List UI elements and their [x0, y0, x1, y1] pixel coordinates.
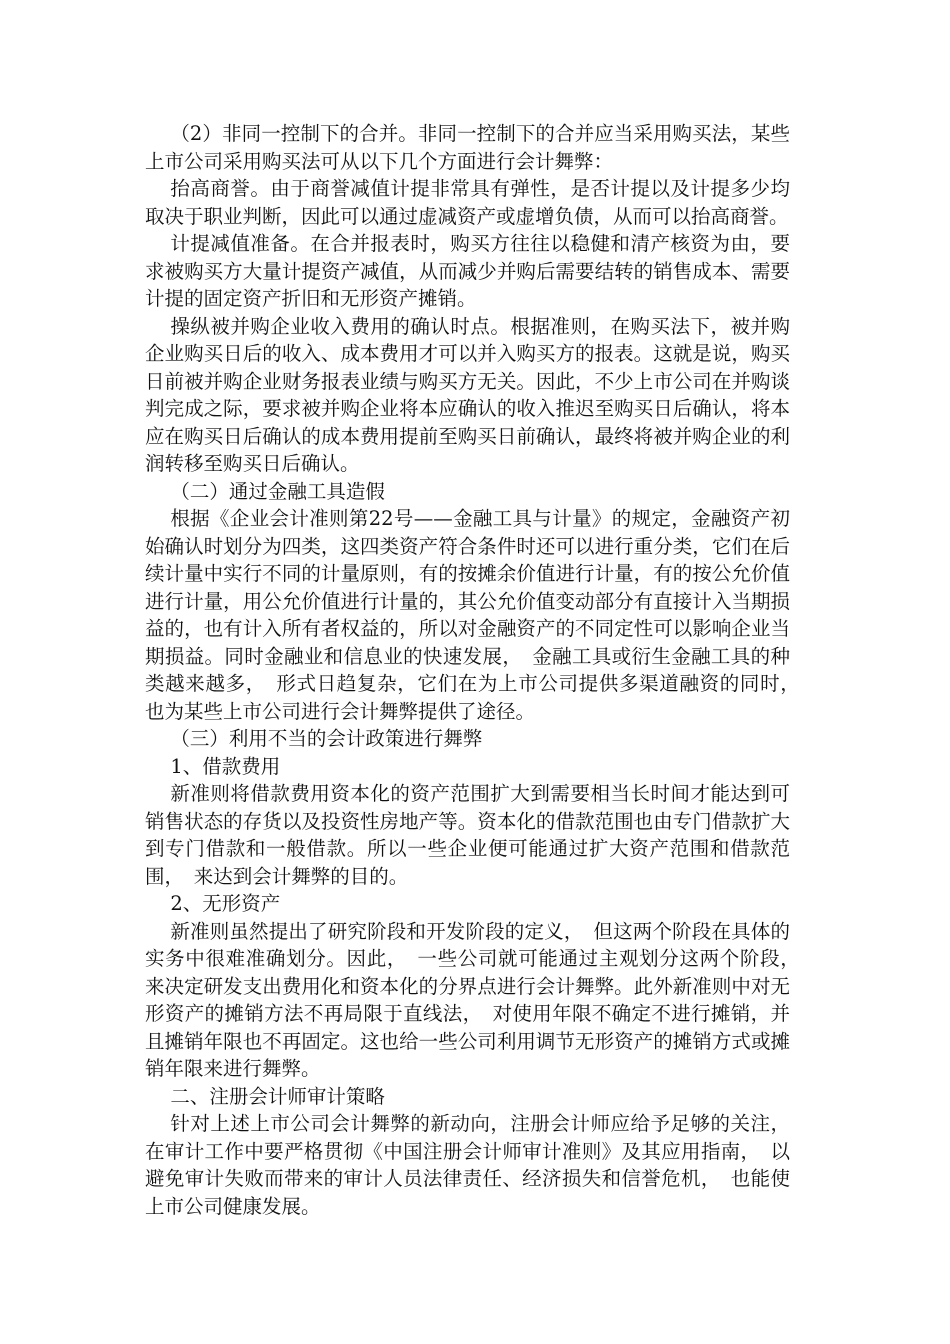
paragraph-cpa-audit-strategy: 针对上述上市公司会计舞弊的新动向，注册会计师应给予足够的关注，在审计工作中要严格贯彻《中国注册会计师审计准则》及其应用指南， 以避免审计失败而带来的审计人员法律责任、经济损失和信誉危机， 也能使上市公司健康发展。 — [145, 1112, 790, 1218]
paragraph-borrowing-costs: 新准则将借款费用资本化的资产范围扩大到需要相当长时间才能达到可销售状态的存货以及投资性房地产等。资本化的借款范围也由专门借款扩大到专门借款和一般借款。所以一些企业便可能通过扩大资产范围和借款范围， 来达到会计舞弊的目的。 — [145, 782, 790, 888]
subheading-borrowing-costs: 1、借款费用 — [170, 754, 281, 778]
paragraph-financial-instruments: 根据《企业会计准则第22号——金融工具与计量》的规定，金融资产初始确认时划分为四类，这四类资产符合条件时还可以进行重分类，它们在后续计量中实行不同的计量原则，有的按摊余价值进行计量，有的按公允价值进行计量，用公允价值进行计量的，其公允价值变动部分有直接计入当期损益的，也有计入所有者权益的，所以对金融资产的不同定性可以影响企业当期损益。同时金融业和信息业的快速发展， 金融工具或衍生金融工具的种类越来越多， 形式日趋复杂，它们在为上市公司提供多渠道融资的同时， 也为某些上市公司进行会计舞弊提供了途径。 — [145, 507, 810, 723]
paragraph-intangible-assets: 新准则虽然提出了研究阶段和开发阶段的定义， 但这两个阶段在具体的实务中很难准确划分。因此， 一些公司就可能通过主观划分这两个阶段， 来决定研发支出费用化和资本化的分界点进行会计舞弊。此外新准则中对无形资产的摊销方法不再局限于直线法， 对使用年限不确定不进行摊销，并且摊销年限也不再固定。这也给一些公司利用调节无形资产的摊销方式或摊销年限来进行舞弊。 — [145, 919, 810, 1080]
paragraph-non-common-control-merger: （2）非同一控制下的合并。非同一控制下的合并应当采用购买法，某些上市公司采用购买法可从以下几个方面进行会计舞弊： — [145, 122, 790, 173]
section-heading-financial-instruments: （二）通过金融工具造假 — [170, 479, 385, 503]
section-heading-cpa-audit-strategy: 二、注册会计师审计策略 — [170, 1084, 385, 1108]
document-body — [145, 120, 810, 1220]
paragraph-revenue-expense-timing: 操纵被并购企业收入费用的确认时点。根据准则，在购买法下，被并购企业购买日后的收入、成本费用才可以并入购买方的报表。这就是说，购买日前被并购企业财务报表业绩与购买方无关。因此，不少上市公司在并购谈判完成之际，要求被并购企业将本应确认的收入推迟至购买日后确认，将本应在购买日后确认的成本费用提前至购买日前确认，最终将被并购企业的利润转移至购买日后确认。 — [145, 314, 790, 475]
paragraph-impairment-provision: 计提减值准备。在合并报表时，购买方往往以稳健和清产核资为由，要求被购买方大量计提资产减值，从而减少并购后需要结转的销售成本、需要计提的固定资产折旧和无形资产摊销。 — [145, 232, 790, 310]
subheading-intangible-assets: 2、无形资产 — [170, 892, 281, 915]
paragraph-raise-goodwill: 抬高商誉。由于商誉减值计提非常具有弹性，是否计提以及计提多少均取决于职业判断，因此可以通过虚减资产或虚增负债，从而可以抬高商誉。 — [145, 177, 790, 228]
section-heading-accounting-policy: （三）利用不当的会计政策进行舞弊 — [170, 727, 483, 750]
